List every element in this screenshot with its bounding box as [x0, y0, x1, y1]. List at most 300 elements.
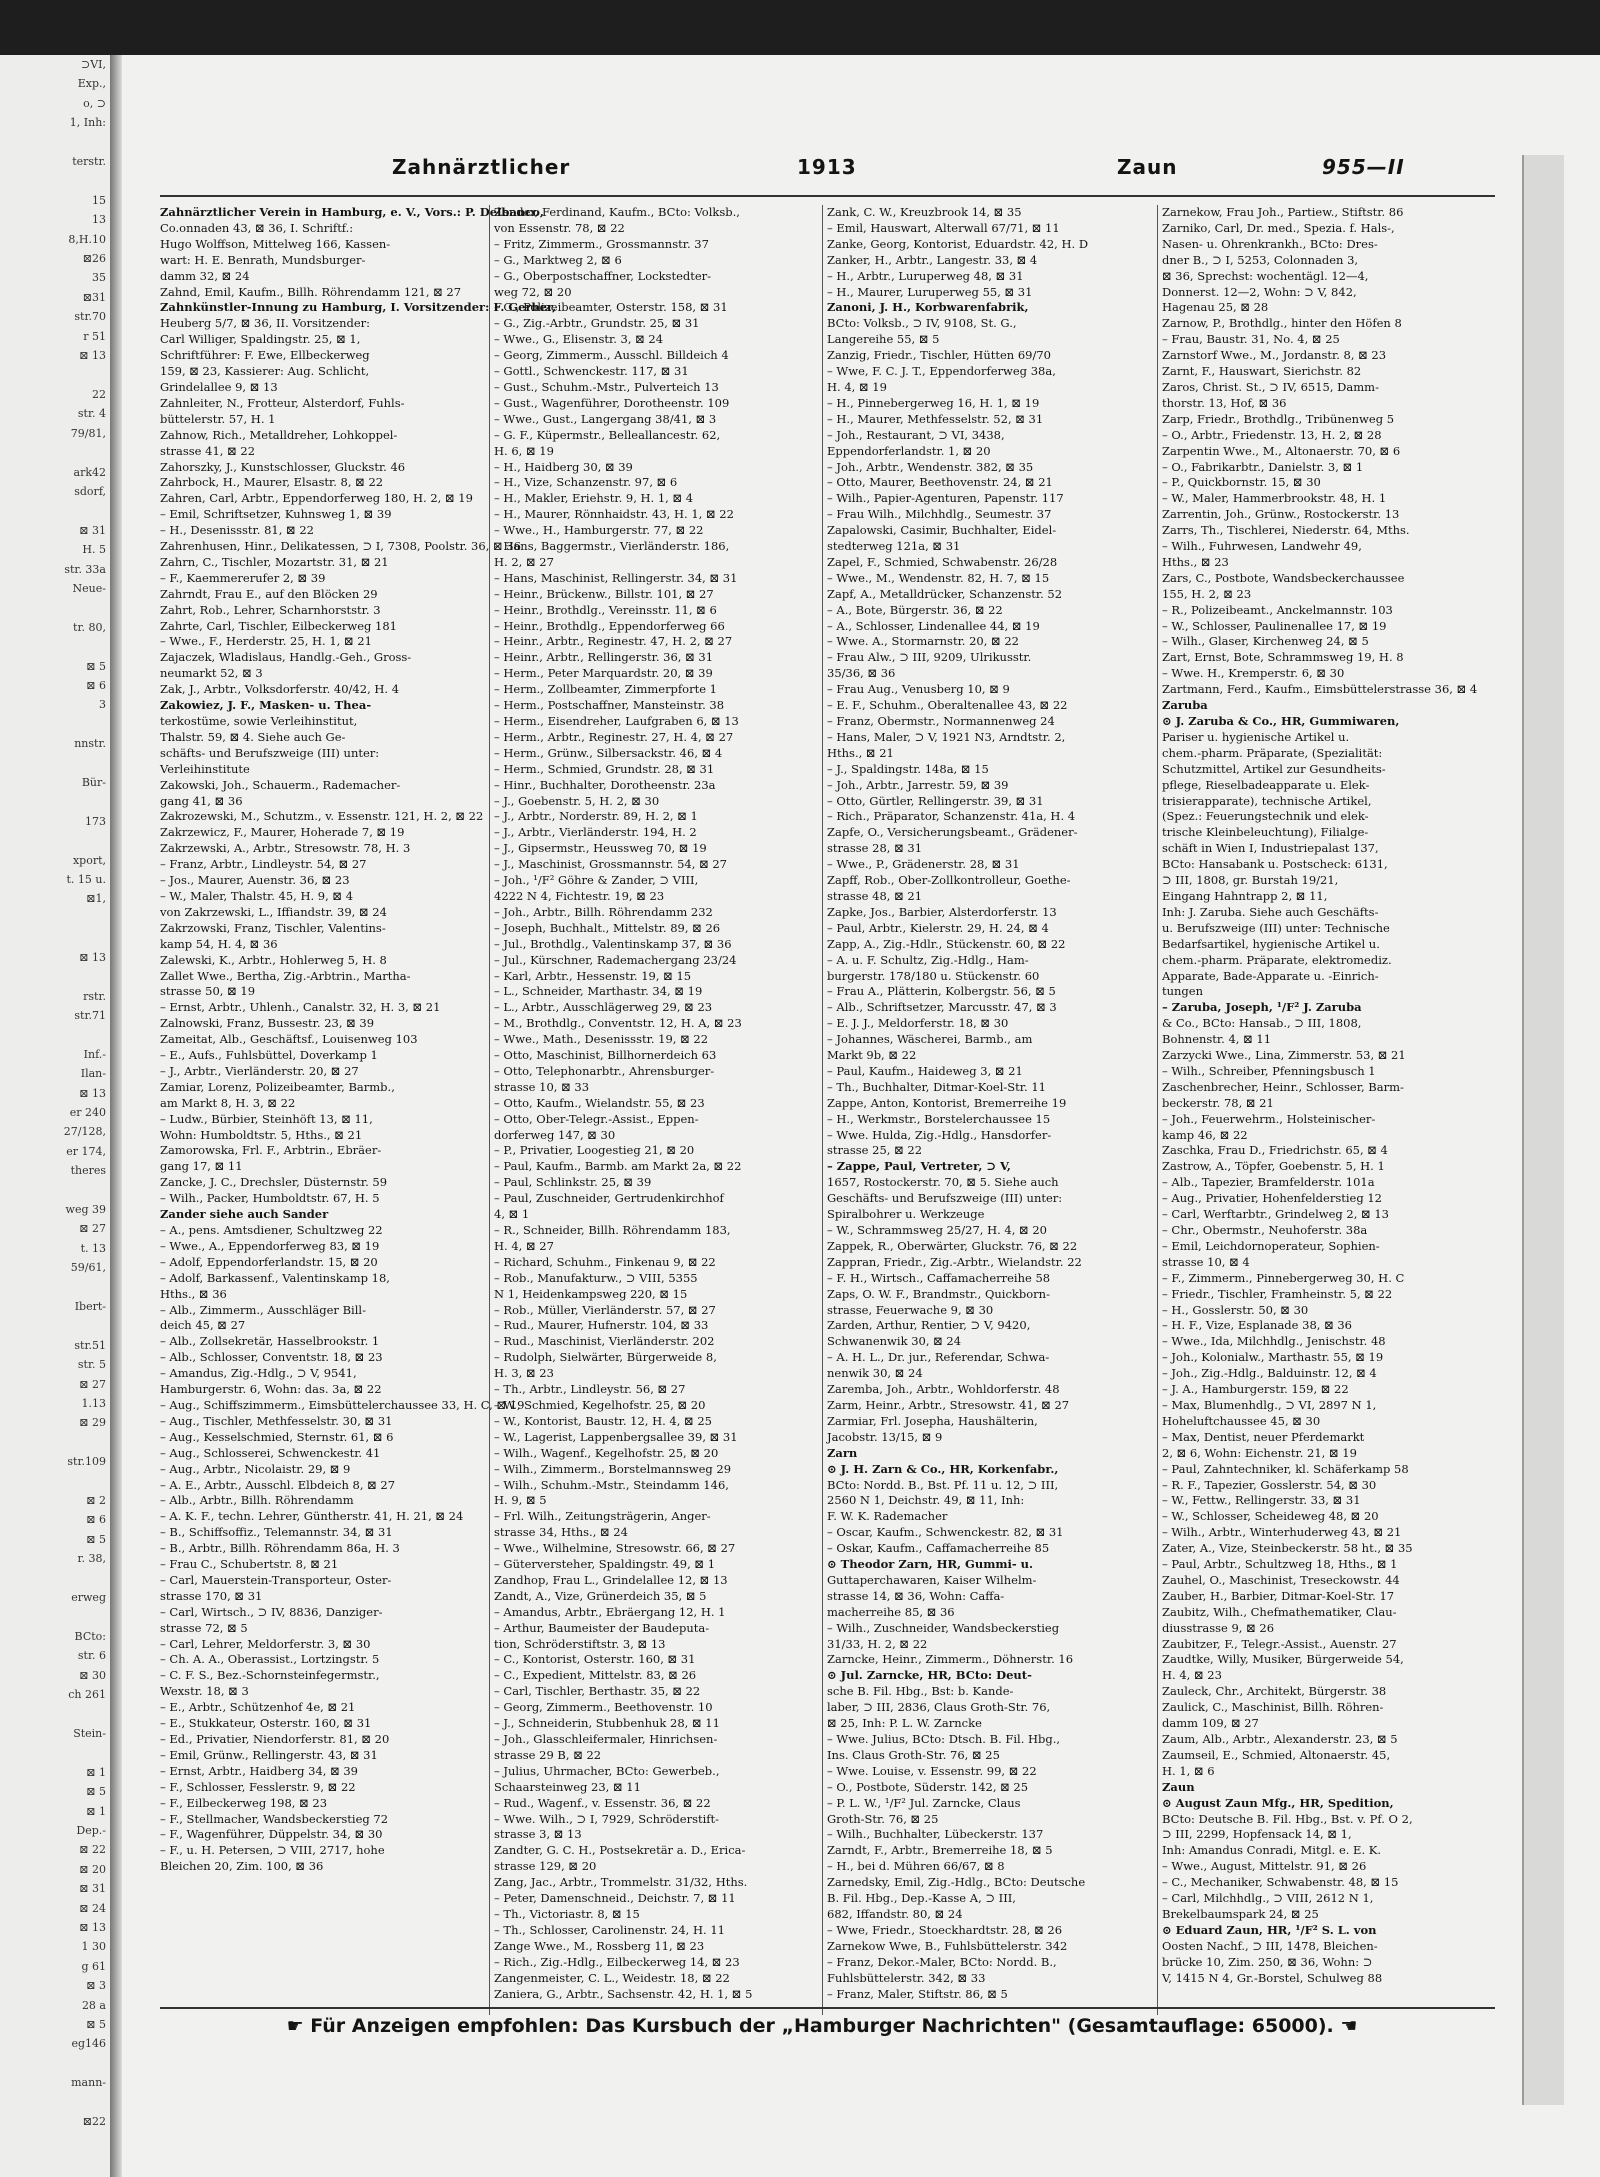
directory-entry: – Herm., Postschaffner, Mansteinstr. 38 — [494, 698, 725, 713]
directory-entry: – Wilh., Schuhm.-Mstr., Steindamm 146, — [494, 1477, 729, 1492]
directory-entry: Zandter, G. C. H., Postsekretär a. D., Erica- — [494, 1843, 746, 1858]
directory-entry: – E. J. J., Meldorferstr. 18, ⊠ 30 — [827, 1016, 1009, 1031]
directory-entry: chem.-pharm. Präparate, elektromediz. — [1162, 952, 1392, 967]
directory-entry: Zaum, Alb., Arbtr., Alexanderstr. 23, ⊠ 5 — [1162, 1732, 1398, 1746]
directory-entry: – Joh., Arbtr., Wendenstr. 382, ⊠ 35 — [827, 459, 1034, 474]
directory-entry: – W., Fettw., Rellingerstr. 33, ⊠ 31 — [1162, 1493, 1361, 1508]
left-page-fragment: ⊠1, — [86, 892, 106, 906]
directory-entry: Heuberg 5/7, ⊠ 36, II. Vorsitzender: — [160, 316, 371, 331]
directory-entry: Zandt, A., Vize, Grünerdeich 35, ⊠ 5 — [494, 1588, 707, 1603]
directory-entry: Zang, Jac., Arbtr., Trommelstr. 31/32, Hths. — [494, 1875, 748, 1890]
left-page-fragment: ⊠ 22 — [79, 1843, 106, 1857]
directory-entry: Schaarsteinweg 23, ⊠ 11 — [494, 1779, 641, 1794]
directory-entry: – J., Gipsermstr., Heussweg 70, ⊠ 19 — [494, 841, 707, 856]
directory-entry: N 1, Heidenkampsweg 220, ⊠ 15 — [494, 1286, 688, 1301]
directory-entry: Nasen- u. Ohrenkrankh., BCto: Dres- — [1162, 236, 1378, 251]
directory-entry: sche B. Fil. Hbg., Bst: b. Kande- — [827, 1684, 1014, 1699]
directory-entry: – W., Schlosser, Paulinenallee 17, ⊠ 19 — [1162, 618, 1387, 633]
directory-entry: – Wwe, Friedr., Stoeckhardtstr. 28, ⊠ 26 — [827, 1922, 1063, 1937]
directory-entry: – Aug., Schlosserei, Schwenckestr. 41 — [160, 1445, 381, 1460]
directory-entry: schäft in Wien I, Industriepalast 137, — [1162, 841, 1379, 856]
directory-entry: Zapfe, O., Versicherungsbeamt., Grädener- — [827, 825, 1078, 840]
left-page-fragment: Dep.- — [76, 1823, 106, 1837]
directory-entry: – F., Zimmerm., Pinnebergerweg 30, H. C — [1162, 1270, 1405, 1285]
directory-entry: – M., Brothdlg., Conventstr. 12, H. A, ⊠ 23 — [494, 1016, 742, 1031]
directory-entry: Inh: J. Zaruba. Siehe auch Geschäfts- — [1162, 904, 1379, 919]
directory-entry: – J., Arbtr., Norderstr. 89, H. 2, ⊠ 1 — [494, 809, 698, 824]
left-page-fragment: ⊠ 6 — [86, 1513, 106, 1527]
directory-entry: – Wilh., Papier-Agenturen, Papenstr. 117 — [827, 491, 1064, 506]
directory-entry: Guttaperchawaren, Kaiser Wilhelm- — [827, 1572, 1037, 1587]
directory-entry: – R. F., Tapezier, Gosslerstr. 54, ⊠ 30 — [1162, 1477, 1377, 1492]
directory-entry: ⊙ August Zaun Mfg., HR, Spedition, — [1162, 1795, 1394, 1810]
directory-entry: – P., Privatier, Loogestieg 21, ⊠ 20 — [494, 1143, 695, 1158]
directory-entry: kamp 54, H. 4, ⊠ 36 — [160, 936, 278, 951]
directory-entry: – F., u. H. Petersen, ⊃ VIII, 2717, hohe — [160, 1843, 385, 1858]
directory-entry: Zakrzowski, Franz, Tischler, Valentins- — [160, 920, 386, 935]
directory-entry: Zappe, Anton, Kontorist, Bremerreihe 19 — [827, 1095, 1067, 1110]
directory-entry: Zappran, Friedr., Zig.-Arbtr., Wielandstr. 22 — [827, 1254, 1082, 1269]
directory-entry: – Paul, Arbtr., Schultzweg 18, Hths., ⊠ 1 — [1162, 1557, 1398, 1572]
directory-entry: H. 6, ⊠ 19 — [494, 443, 554, 458]
directory-entry: – Wilh., Zuschneider, Wandsbeckerstieg — [827, 1620, 1060, 1635]
directory-entry: – L., Arbtr., Ausschlägerweg 29, ⊠ 23 — [494, 1000, 713, 1015]
directory-entry: Zapalowski, Casimir, Buchhalter, Eidel- — [827, 523, 1057, 538]
left-page-fragment — [0, 501, 110, 520]
left-page-fragment: 1 30 — [81, 1940, 106, 1954]
directory-entry: Zarnekow Wwe, B., Fuhlsbüttelerstr. 342 — [827, 1938, 1068, 1953]
directory-entry: Zarpentin Wwe., M., Altonaerstr. 70, ⊠ 6 — [1162, 443, 1401, 458]
directory-entry: – Joh., ¹/F² Göhre & Zander, ⊃ VIII, — [494, 873, 699, 888]
directory-entry: Zapp, A., Zig.-Hdlr., Stückenstr. 60, ⊠ 22 — [827, 936, 1066, 951]
directory-entry: – H., Maurer, Methfesselstr. 52, ⊠ 31 — [827, 411, 1044, 426]
left-page-fragment: str.109 — [67, 1455, 106, 1469]
directory-entry: – Arthur, Baumeister der Baudeputa- — [494, 1620, 710, 1635]
left-page-fragment: 8,H.10 — [68, 232, 106, 246]
directory-entry: Zameitat, Alb., Geschäftsf., Louisenweg 103 — [160, 1032, 418, 1047]
directory-entry: – Rob., Müller, Vierländerstr. 57, ⊠ 27 — [494, 1302, 716, 1317]
left-page-fragment: ⊠ 13 — [79, 950, 106, 964]
directory-entry: Zarniko, Carl, Dr. med., Spezia. f. Hals-, — [1162, 220, 1395, 235]
directory-entry: strasse 28, ⊠ 31 — [827, 841, 923, 856]
directory-entry: 159, ⊠ 23, Kassierer: Aug. Schlicht, — [160, 364, 370, 379]
directory-entry: – Otto, Maurer, Beethovenstr. 24, ⊠ 21 — [827, 475, 1053, 490]
left-page-fragment — [0, 637, 110, 656]
directory-entry: nenwik 30, ⊠ 24 — [827, 1366, 923, 1381]
directory-entry: Pariser u. hygienische Artikel u. — [1162, 729, 1350, 744]
directory-entry: 2560 N 1, Deichstr. 49, ⊠ 11, Inh: — [827, 1493, 1025, 1508]
left-page-fragment: 59/61, — [70, 1261, 106, 1275]
directory-entry: stedterweg 121a, ⊠ 31 — [827, 539, 961, 554]
header-year: 1913 — [797, 155, 857, 179]
directory-entry: – H., Maurer, Luruperweg 55, ⊠ 31 — [827, 284, 1033, 299]
directory-entry: Zangenmeister, C. L., Weidestr. 18, ⊠ 22 — [494, 1970, 730, 1985]
directory-entry: Zarn — [827, 1445, 858, 1460]
directory-entry: BCto: Hansabank u. Postscheck: 6131, — [1162, 857, 1388, 872]
directory-entry: Zamiar, Lorenz, Polizeibeamter, Barmb., — [160, 1079, 395, 1094]
left-page-fragment: 173 — [85, 814, 106, 828]
directory-entry: – Heinr., Brückenw., Billstr. 101, ⊠ 27 — [494, 586, 714, 601]
directory-entry: – Karl, Arbtr., Hessenstr. 19, ⊠ 15 — [494, 968, 692, 983]
directory-entry: Zank, C. W., Kreuzbrook 14, ⊠ 35 — [827, 205, 1022, 219]
directory-entry: – Rud., Wagenf., v. Essenstr. 36, ⊠ 22 — [494, 1795, 711, 1810]
directory-entry: strasse 3, ⊠ 13 — [494, 1827, 582, 1842]
left-page-fragment: weg 39 — [65, 1202, 106, 1216]
directory-entry: Zarp, Friedr., Brothdlg., Tribünenweg 5 — [1162, 411, 1395, 426]
directory-entry: Grindelallee 9, ⊠ 13 — [160, 379, 278, 394]
directory-entry: Geschäfts- und Berufszweige (III) unter: — [827, 1191, 1063, 1206]
directory-entry: Zauleck, Chr., Architekt, Bürgerstr. 38 — [1162, 1684, 1387, 1699]
directory-entry: – Jul., Kürschner, Rademachergang 23/24 — [494, 952, 737, 967]
directory-entry: – Th., Victoriastr. 8, ⊠ 15 — [494, 1906, 640, 1921]
directory-entry: – Wwe. H., Kremperstr. 6, ⊠ 30 — [1162, 666, 1345, 681]
left-page-fragment: ⊠ 27 — [79, 1222, 106, 1236]
left-page-fragment — [0, 171, 110, 190]
directory-entry: Eppendorferlandstr. 1, ⊠ 20 — [827, 443, 991, 458]
directory-entry: laber, ⊃ III, 2836, Claus Groth-Str. 76, — [827, 1700, 1051, 1715]
directory-entry: BCto: Volksb., ⊃ IV, 9108, St. G., — [827, 316, 1017, 331]
left-page-fragment: 3 — [99, 698, 106, 712]
directory-entry: – G., Oberpostschaffner, Lockstedter- — [494, 268, 712, 283]
directory-entry: Spiralbohrer u. Werkzeuge — [827, 1207, 985, 1222]
directory-entry: & Co., BCto: Hansab., ⊃ III, 1808, — [1162, 1016, 1362, 1031]
left-page-fragment: ⊠ 3 — [86, 1979, 106, 1993]
directory-entry: – Joh., Zig.-Hdlg., Balduinstr. 12, ⊠ 4 — [1162, 1366, 1377, 1381]
directory-entry: beckerstr. 78, ⊠ 21 — [1162, 1095, 1274, 1110]
directory-entry: – Zaruba, Joseph, ¹/F² J. Zaruba — [1162, 1000, 1362, 1015]
directory-entry: – Wwe., H., Hamburgerstr. 77, ⊠ 22 — [494, 523, 704, 538]
directory-entry: – Otto, Ober-Telegr.-Assist., Eppen- — [494, 1111, 699, 1126]
left-page-fragment: str.51 — [74, 1338, 106, 1352]
directory-entry: Inh: Amandus Conradi, Mitgl. e. E. K. — [1162, 1843, 1382, 1858]
directory-entry: H. 4, ⊠ 27 — [494, 1238, 554, 1253]
column-divider — [822, 205, 823, 2015]
left-page-fragment: Exp., — [77, 77, 106, 91]
directory-entry: – R., Polizeibeamt., Anckelmannstr. 103 — [1162, 602, 1393, 617]
directory-entry: – Wwe, F. C. J. T., Eppendorferweg 38a, — [827, 364, 1056, 379]
directory-entry: – Wwe., A., Eppendorferweg 83, ⊠ 19 — [160, 1238, 380, 1253]
directory-entry: – Paul, Kaufm., Haideweg 3, ⊠ 21 — [827, 1063, 1023, 1078]
directory-entry: – H., Maurer, Rönnhaidstr. 43, H. 1, ⊠ 22 — [494, 507, 734, 522]
directory-entry: – Wwe. A., Stormarnstr. 20, ⊠ 22 — [827, 634, 1019, 649]
directory-entry: Zakrozewski, M., Schutzm., v. Essenstr. 121, H. 2, ⊠ 22 — [160, 809, 484, 824]
directory-entry: – Wilh., Packer, Humboldtstr. 67, H. 5 — [160, 1191, 380, 1206]
directory-entry: weg 72, ⊠ 20 — [494, 284, 572, 299]
left-page-fragment: ⊠ 31 — [79, 523, 106, 537]
directory-entry: terkostüme, sowie Verleihinstitut, — [160, 714, 358, 728]
directory-entry: Zars, C., Postbote, Wandsbeckerchaussee — [1162, 570, 1405, 585]
directory-entry: 682, Iffandstr. 80, ⊠ 24 — [827, 1906, 963, 1921]
directory-entry: – L., Schneider, Marthastr. 34, ⊠ 19 — [494, 984, 703, 999]
directory-entry: – F. H., Wirtsch., Caffamacherreihe 58 — [827, 1270, 1051, 1285]
directory-entry: – Herm., Zollbeamter, Zimmerpforte 1 — [494, 682, 717, 697]
directory-entry: deich 45, ⊠ 27 — [160, 1318, 246, 1333]
directory-entry: – A., Schlosser, Lindenallee 44, ⊠ 19 — [827, 618, 1040, 633]
directory-entry: Zaps, O. W. F., Brandmstr., Quickborn- — [827, 1286, 1050, 1301]
directory-entry: pflege, Rieselbadeapparate u. Elek- — [1162, 777, 1370, 792]
directory-entry: strasse 129, ⊠ 20 — [494, 1859, 597, 1874]
directory-entry: – J., Spaldingstr. 148a, ⊠ 15 — [827, 761, 989, 776]
directory-entry: – Chr., Obermstr., Neuhoferstr. 38a — [1162, 1223, 1368, 1237]
directory-entry: Zarnow, P., Brothdlg., hinter den Höfen 8 — [1162, 316, 1402, 331]
directory-entry: – Herm., Arbtr., Reginestr. 27, H. 4, ⊠ 27 — [494, 729, 734, 744]
directory-entry: – Heinr., Brothdlg., Vereinsstr. 11, ⊠ 6 — [494, 602, 717, 617]
header-right: Zaun — [1117, 155, 1178, 179]
left-page-fragment: Stein- — [73, 1726, 106, 1740]
directory-entry: Zart, Ernst, Bote, Schrammsweg 19, H. 8 — [1162, 650, 1404, 665]
directory-entry: – Alb., Schlosser, Conventstr. 18, ⊠ 23 — [160, 1350, 383, 1365]
directory-entry: Fuhlsbüttelerstr. 342, ⊠ 33 — [827, 1970, 986, 1985]
column-divider — [489, 205, 490, 2015]
directory-entry: Zakowiez, J. F., Masken- u. Thea- — [160, 698, 372, 713]
directory-entry: F. W. K. Rademacher — [827, 1509, 948, 1524]
directory-entry: – Joh., Feuerwehrm., Holsteinischer- — [1162, 1111, 1376, 1126]
left-page-fragment: eg146 — [71, 2037, 106, 2051]
directory-entry: Jacobstr. 13/15, ⊠ 9 — [827, 1429, 943, 1444]
directory-entry: – Zappe, Paul, Vertreter, ⊃ V, — [827, 1159, 1011, 1174]
left-page-fragment: Inf.- — [83, 1047, 106, 1061]
directory-entry: – G., Polizeibeamter, Osterstr. 158, ⊠ 31 — [494, 300, 728, 315]
left-page-fragment: ⊠ 5 — [86, 1532, 106, 1546]
directory-entry: ⊠ 36, Sprechst: wochentägl. 12—4, — [1162, 268, 1369, 283]
directory-entry: Langereihe 55, ⊠ 5 — [827, 332, 940, 347]
directory-entry: – J., Schneiderin, Stubbenhuk 28, ⊠ 11 — [494, 1716, 720, 1731]
directory-entry: – F., Stellmacher, Wandsbeckerstieg 72 — [160, 1811, 389, 1826]
directory-entry: – W., Kontorist, Baustr. 12, H. 4, ⊠ 25 — [494, 1413, 712, 1428]
directory-entry: BCto: Nordd. B., Bst. Pf. 11 u. 12, ⊃ III, — [827, 1477, 1059, 1492]
directory-entry: – Carl, Tischler, Berthastr. 35, ⊠ 22 — [494, 1684, 701, 1699]
directory-entry: Zarndt, F., Arbtr., Bremerreihe 18, ⊠ 5 — [827, 1843, 1053, 1858]
directory-entry: – Joh., Glasschleifermaler, Hinrichsen- — [494, 1732, 718, 1746]
directory-entry: Zauber, H., Barbier, Ditmar-Koel-Str. 17 — [1162, 1588, 1395, 1603]
directory-entry: – Rud., Maschinist, Vierländerstr. 202 — [494, 1334, 715, 1349]
directory-entry: – F., Wagenführer, Düppelstr. 34, ⊠ 30 — [160, 1827, 383, 1842]
directory-entry: Zarrs, Th., Tischlerei, Niederstr. 64, Mths. — [1162, 523, 1410, 538]
directory-entry: – Franz, Arbtr., Lindleystr. 54, ⊠ 27 — [160, 857, 367, 872]
directory-entry: Carl Williger, Spaldingstr. 25, ⊠ 1, — [160, 332, 361, 347]
directory-entry: strasse 170, ⊠ 31 — [160, 1588, 263, 1603]
directory-entry: – E., Aufs., Fuhlsbüttel, Doverkamp 1 — [160, 1048, 378, 1063]
directory-entry: Zaudtke, Willy, Musiker, Bürgerweide 54, — [1162, 1652, 1404, 1667]
directory-entry: tion, Schröderstiftstr. 3, ⊠ 13 — [494, 1636, 666, 1651]
left-page-fragment: t. 15 u. — [66, 873, 106, 887]
directory-entry: strasse 48, ⊠ 21 — [827, 888, 923, 903]
left-page-fragment: str.71 — [74, 1008, 106, 1022]
directory-entry: – Otto, Gürtler, Rellingerstr. 39, ⊠ 31 — [827, 793, 1044, 808]
directory-entry: – H., Werkmstr., Borstelerchaussee 15 — [827, 1111, 1051, 1126]
directory-entry: macherreihe 85, ⊠ 36 — [827, 1604, 955, 1619]
left-page-fragment — [0, 443, 110, 462]
left-page-fragment: xport, — [72, 853, 106, 867]
directory-entry: Zaruba — [1162, 698, 1208, 713]
directory-entry: – Franz, Obermstr., Normannenweg 24 — [827, 714, 1055, 728]
page-edge — [1522, 155, 1564, 2105]
directory-entry: – Wwe., M., Wendenstr. 82, H. 7, ⊠ 15 — [827, 570, 1050, 585]
directory-entry: – C., Expedient, Mittelstr. 83, ⊠ 26 — [494, 1668, 697, 1683]
directory-entry: Zaubitzer, F., Telegr.-Assist., Auenstr. 27 — [1162, 1636, 1397, 1651]
left-page-fragment: ⊠ 31 — [79, 1882, 106, 1896]
directory-entry: – Alb., Zimmerm., Ausschläger Bill- — [160, 1302, 366, 1317]
directory-entry: – H., Vize, Schanzenstr. 97, ⊠ 6 — [494, 475, 678, 490]
directory-entry: – J. A., Hamburgerstr. 159, ⊠ 22 — [1162, 1382, 1349, 1397]
directory-entry: – Hans, Maschinist, Rellingerstr. 34, ⊠ 31 — [494, 570, 738, 585]
directory-entry: – Paul, Kaufm., Barmb. am Markt 2a, ⊠ 22 — [494, 1159, 742, 1174]
directory-entry: – Herm., Eisendreher, Laufgraben 6, ⊠ 13 — [494, 714, 739, 728]
left-page-fragment: 1, Inh: — [69, 116, 106, 130]
directory-entry: – Ludw., Bürbier, Steinhöft 13, ⊠ 11, — [160, 1111, 373, 1126]
left-page-fragment: nnstr. — [74, 737, 106, 751]
directory-entry: Hamburgerstr. 6, Wohn: das. 3a, ⊠ 22 — [160, 1382, 382, 1397]
directory-entry: Zater, A., Vize, Steinbeckerstr. 58 ht., ⊠ 35 — [1162, 1541, 1413, 1556]
directory-entry: trische Kleinbeleuchtung), Filialge- — [1162, 825, 1369, 840]
left-page-fragment: ⊠ 1 — [86, 1765, 106, 1779]
directory-entry: – Wwe. Louise, v. Essenstr. 99, ⊠ 22 — [827, 1763, 1037, 1778]
directory-entry: Zappek, R., Oberwärter, Gluckstr. 76, ⊠ 22 — [827, 1238, 1078, 1253]
scan-background — [0, 55, 1600, 2177]
directory-entry: Schutzmittel, Artikel zur Gesundheits- — [1162, 761, 1386, 776]
directory-entry: – O., Fabrikarbtr., Danielstr. 3, ⊠ 1 — [1162, 459, 1364, 474]
directory-entry: – Hans, Baggermstr., Vierländerstr. 186, — [494, 539, 730, 554]
left-page-fragment — [0, 2054, 110, 2073]
directory-entry: – H., bei d. Mühren 66/67, ⊠ 8 — [827, 1859, 1005, 1874]
directory-entry: – H., Gosslerstr. 50, ⊠ 30 — [1162, 1302, 1309, 1317]
directory-entry: Zander siehe auch Sander — [160, 1207, 329, 1222]
left-page-fragment — [0, 1569, 110, 1588]
directory-entry: – Georg, Zimmerm., Beethovenstr. 10 — [494, 1700, 713, 1715]
directory-entry: Zaun — [1162, 1779, 1195, 1794]
directory-entry: strasse 14, ⊠ 36, Wohn: Caffa- — [827, 1588, 1005, 1603]
directory-entry: von Essenstr. 78, ⊠ 22 — [494, 220, 625, 235]
left-page-fragment: Bür- — [81, 776, 106, 790]
column-3 — [827, 205, 1149, 2002]
directory-entry: 4, ⊠ 1 — [494, 1207, 530, 1222]
directory-entry: Zaubitz, Wilh., Chefmathematiker, Clau- — [1162, 1604, 1397, 1619]
directory-entry: – Frau Aug., Venusberg 10, ⊠ 9 — [827, 682, 1010, 697]
directory-entry: – Otto, Kaufm., Wielandstr. 55, ⊠ 23 — [494, 1095, 705, 1110]
left-page-fragment: ⊃VI, — [80, 58, 106, 71]
left-page-fragment — [0, 1025, 110, 1044]
directory-entry: ⊃ III, 1808, gr. Burstah 19/21, — [1162, 873, 1339, 888]
directory-entry: – H., Pinnebergerweg 16, H. 1, ⊠ 19 — [827, 395, 1040, 410]
directory-entry: – Frau Wilh., Milchhdlg., Seumestr. 37 — [827, 507, 1052, 522]
left-page-fragment: ⊠ 6 — [86, 679, 106, 692]
directory-entry: Zahrbock, H., Maurer, Elsastr. 8, ⊠ 22 — [160, 475, 384, 490]
directory-entry: – Ed., Privatier, Niendorferstr. 81, ⊠ 20 — [160, 1732, 390, 1746]
left-page-fragment: ⊠ 5 — [86, 1785, 106, 1799]
left-page-fragment: t. 13 — [80, 1241, 106, 1255]
directory-entry: – Frl. Wilh., Zeitungsträgerin, Anger- — [494, 1509, 711, 1524]
directory-entry: – Herm., Grünw., Silbersackstr. 46, ⊠ 4 — [494, 745, 723, 760]
directory-entry: – Güterversteher, Spaldingstr. 49, ⊠ 1 — [494, 1557, 716, 1572]
directory-entry: Zarmiar, Frl. Josepha, Haushälterin, — [827, 1413, 1038, 1428]
directory-entry: – Wilh., Glaser, Kirchenweg 24, ⊠ 5 — [1162, 634, 1369, 649]
directory-entry: Groth-Str. 76, ⊠ 25 — [827, 1811, 939, 1826]
directory-entry: Wohn: Humboldtstr. 5, Hths., ⊠ 21 — [160, 1127, 363, 1142]
directory-entry: Zander, Ferdinand, Kaufm., BCto: Volksb., — [494, 205, 740, 219]
directory-entry: – Amandus, Zig.-Hdlg., ⊃ V, 9541, — [160, 1366, 357, 1381]
directory-entry: – Joh., Kolonialw., Marthastr. 55, ⊠ 19 — [1162, 1350, 1384, 1365]
directory-entry: – Julius, Uhrmacher, BCto: Gewerbeb., — [494, 1763, 720, 1778]
left-page-fragment: ⊠ 20 — [79, 1862, 106, 1876]
directory-entry: – Wilh., Zimmerm., Borstelmannsweg 29 — [494, 1461, 732, 1476]
directory-entry: Zahrt, Rob., Lehrer, Scharnhorststr. 3 — [160, 602, 381, 617]
column-2 — [494, 205, 816, 2002]
directory-entry: – Oskar, Kaufm., Caffamacherreihe 85 — [827, 1541, 1050, 1556]
directory-entry: Zapke, Jos., Barbier, Alsterdorferstr. 13 — [827, 904, 1057, 919]
directory-entry: – C., Mechaniker, Schwabenstr. 48, ⊠ 15 — [1162, 1875, 1399, 1890]
directory-entry: neumarkt 52, ⊠ 3 — [160, 666, 263, 681]
directory-entry: – Friedr., Tischler, Framheinstr. 5, ⊠ 22 — [1162, 1286, 1393, 1301]
left-page-fragment: 79/81, — [70, 426, 106, 440]
directory-entry: Zak, J., Arbtr., Volksdorferstr. 40/42, H. 4 — [160, 682, 400, 697]
directory-entry: – Heinr., Brothdlg., Eppendorferweg 66 — [494, 618, 725, 633]
directory-entry: damm 109, ⊠ 27 — [1162, 1716, 1259, 1731]
directory-entry: – Wwe. Hulda, Zig.-Hdlg., Hansdorfer- — [827, 1127, 1052, 1142]
directory-entry: – W., Schmied, Kegelhofstr. 25, ⊠ 20 — [494, 1397, 706, 1412]
directory-entry: Zahrn, C., Tischler, Mozartstr. 31, ⊠ 21 — [160, 554, 389, 569]
left-page-fragment — [0, 1316, 110, 1335]
directory-entry: V, 1415 N 4, Gr.-Borstel, Schulweg 88 — [1162, 1970, 1383, 1985]
directory-entry: – Fritz, Zimmerm., Grossmannstr. 37 — [494, 236, 709, 251]
directory-entry: – Amandus, Arbtr., Ebräergang 12, H. 1 — [494, 1604, 726, 1619]
left-page-fragment: ⊠ 27 — [79, 1377, 106, 1391]
directory-entry: – Max, Dentist, neuer Pferdemarkt — [1162, 1429, 1365, 1444]
directory-entry: Zaniera, G., Arbtr., Sachsenstr. 42, H. 1, ⊠ 5 — [494, 1986, 753, 2001]
directory-entry: wart: H. E. Benrath, Mundsburger- — [160, 252, 366, 267]
directory-entry: Oosten Nachf., ⊃ III, 1478, Bleichen- — [1162, 1938, 1378, 1953]
directory-entry: – Heinr., Arbtr., Reginestr. 47, H. 2, ⊠ 27 — [494, 634, 733, 649]
left-page-fragment: theres — [70, 1164, 106, 1178]
left-page-fragment — [0, 1181, 110, 1200]
directory-entry: – Wwe., F., Herderstr. 25, H. 1, ⊠ 21 — [160, 634, 372, 649]
directory-page — [122, 155, 1522, 2105]
directory-entry: 2, ⊠ 6, Wohn: Eichenstr. 21, ⊠ 19 — [1162, 1445, 1357, 1460]
directory-entry: – Aug., Privatier, Hohenfelderstieg 12 — [1162, 1191, 1382, 1206]
left-page-fragment: 27/128, — [63, 1125, 106, 1139]
directory-entry: – Paul, Zahntechniker, kl. Schäferkamp 58 — [1162, 1461, 1409, 1476]
directory-entry: – G. F., Küpermstr., Belleallancestr. 62, — [494, 427, 721, 442]
header-left: Zahnärztlicher — [392, 155, 571, 179]
left-page-fragment: 35 — [92, 271, 106, 285]
directory-entry: Zahnow, Rich., Metalldreher, Lohkoppel- — [160, 427, 398, 442]
directory-entry: – Jos., Maurer, Auenstr. 36, ⊠ 23 — [160, 873, 350, 888]
directory-entry: Zahorszky, J., Kunstschlosser, Gluckstr. 46 — [160, 459, 406, 474]
directory-entry: – W., Schrammsweg 25/27, H. 4, ⊠ 20 — [827, 1223, 1047, 1237]
directory-entry: strasse 29 B, ⊠ 22 — [494, 1747, 602, 1762]
directory-entry: – Paul, Arbtr., Kielerstr. 29, H. 24, ⊠ 4 — [827, 920, 1049, 935]
left-page-fragment: ⊠ 1 — [86, 1804, 106, 1818]
directory-entry: – E., Arbtr., Schützenhof 4e, ⊠ 21 — [160, 1700, 356, 1715]
directory-entry: Zauhel, O., Maschinist, Treseckowstr. 44 — [1162, 1572, 1400, 1587]
left-page-fragment: H. 5 — [82, 543, 106, 557]
directory-entry: – Frau A., Plätterin, Kolbergstr. 56, ⊠ 5 — [827, 984, 1056, 999]
directory-entry: Zalnowski, Franz, Bussestr. 23, ⊠ 39 — [160, 1016, 375, 1031]
directory-entry: – A., Bote, Bürgerstr. 36, ⊠ 22 — [827, 602, 1003, 617]
left-page-fragment — [0, 1278, 110, 1297]
directory-entry: am Markt 8, H. 3, ⊠ 22 — [160, 1095, 296, 1110]
directory-entry: tungen — [1162, 984, 1204, 999]
directory-entry: H. 2, ⊠ 27 — [494, 554, 554, 569]
directory-entry: – Th., Buchhalter, Ditmar-Koel-Str. 11 — [827, 1079, 1046, 1094]
left-page-fragment: 28 a — [81, 1998, 106, 2012]
directory-entry: ⊃ III, 2299, Hopfensack 14, ⊠ 1, — [1162, 1827, 1352, 1842]
left-page-fragment: ⊠ 29 — [79, 1416, 106, 1430]
directory-entry: Hths., ⊠ 21 — [827, 745, 894, 760]
page-number: 955—II — [1322, 155, 1405, 179]
directory-entry: Zartmann, Ferd., Kaufm., Eimsbüttelerstrasse 36, ⊠ 4 — [1162, 682, 1478, 697]
left-page-fragment: r. 38, — [77, 1552, 106, 1566]
directory-entry: – H., Arbtr., Luruperweg 48, ⊠ 31 — [827, 268, 1024, 283]
